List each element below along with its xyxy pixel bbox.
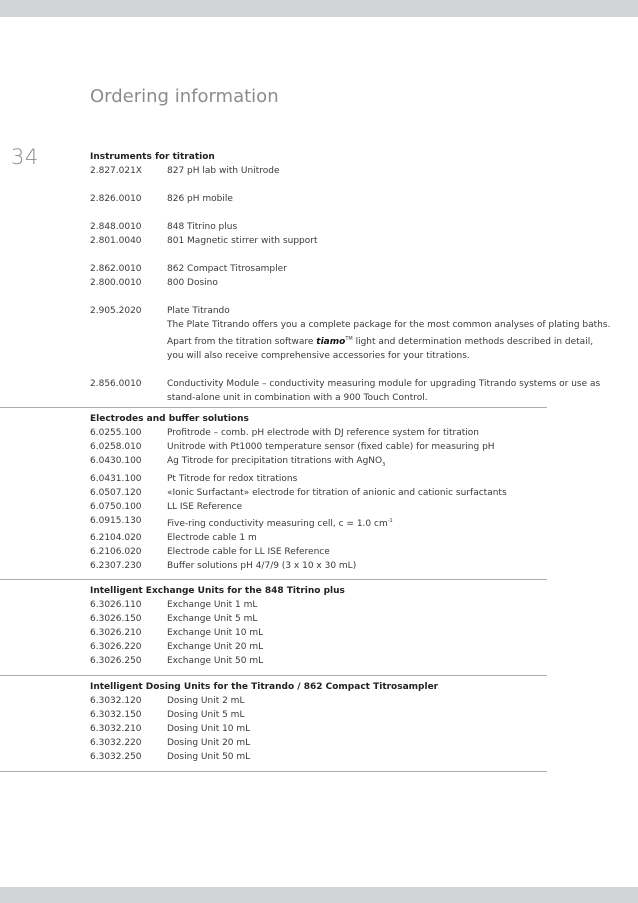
desc-line: you will also receive comprehensive accessories for your titrations.: [167, 351, 470, 361]
section-instruments: [90, 151, 611, 408]
list-item: [90, 164, 546, 178]
item-code: 6.3026.210: [90, 628, 142, 638]
item-code: 6.3032.250: [90, 752, 142, 762]
item-code: 6.3026.150: [90, 614, 142, 624]
item-code: 6.3032.120: [90, 696, 142, 706]
list-item: [90, 192, 546, 206]
item-code: 6.3026.110: [90, 600, 142, 610]
item-code: 2.826.0010: [90, 194, 142, 204]
item-desc: Pt Titrode for redox titrations: [167, 473, 298, 484]
list-item: [90, 486, 546, 500]
item-desc: [167, 377, 600, 405]
section-divider: [0, 675, 547, 676]
list-item: [90, 454, 546, 472]
item-desc: 848 Titrino plus: [167, 222, 238, 232]
list-item: [90, 514, 546, 531]
item-code: 6.2106.020: [90, 546, 142, 557]
item-desc: Buffer solutions pH 4/7/9 (3 x 10 x 30 mL): [167, 560, 357, 571]
item-desc: Exchange Unit 20 mL: [167, 642, 264, 652]
section-divider: [0, 407, 547, 408]
item-desc: Exchange Unit 10 mL: [167, 628, 264, 638]
list-item: [90, 426, 546, 440]
desc-line: The Plate Titrando offers you a complete package for the most common analyses of plating baths.: [167, 320, 611, 330]
list-item: [90, 598, 546, 612]
list-item: [90, 694, 546, 708]
list-item: [90, 708, 546, 722]
section-exchange-units: [90, 585, 546, 676]
item-desc: Electrode cable 1 m: [167, 532, 257, 543]
list-item: [90, 559, 546, 573]
item-code: 6.3032.210: [90, 724, 142, 734]
tiamo-brand: tiamo: [316, 337, 346, 347]
list-item: [90, 220, 546, 234]
list-item: [90, 304, 611, 363]
item-code: 6.2104.020: [90, 532, 142, 543]
list-item: [90, 262, 546, 276]
list-item: [90, 531, 546, 545]
item-desc: 800 Dosino: [167, 278, 218, 288]
desc-line: stand-alone unit in combination with a 900 Touch Control.: [167, 393, 428, 403]
item-desc: Exchange Unit 50 mL: [167, 656, 264, 666]
page-title: Ordering information: [90, 86, 279, 107]
list-item: [90, 500, 546, 514]
ordering-sections: [90, 151, 611, 772]
list-item: [90, 654, 546, 668]
item-desc: 827 pH lab with Unitrode: [167, 166, 280, 176]
item-code: 2.827.021X: [90, 166, 142, 176]
section-electrodes: [90, 413, 546, 580]
item-desc: LL ISE Reference: [167, 501, 243, 512]
desc-line: Conductivity Module – conductivity measuring module for upgrading Titrando systems or use as: [167, 379, 601, 389]
bottom-bar: [0, 887, 638, 903]
item-desc: [167, 514, 546, 531]
desc-text: Five-ring conductivity measuring cell, c = 1.0 cm: [167, 518, 388, 529]
item-code: 6.0255.100: [90, 428, 142, 438]
desc-text: Apart from the titration software: [167, 337, 317, 347]
item-code: 2.848.0010: [90, 222, 142, 232]
section-divider: [0, 579, 547, 580]
item-desc: Profitrode – comb. pH electrode with DJ reference system for titration: [167, 428, 480, 438]
item-code: 2.862.0010: [90, 264, 142, 274]
superscript: -1: [387, 517, 393, 524]
item-code: 6.0507.120: [90, 487, 142, 498]
item-code: 6.3032.220: [90, 738, 142, 748]
item-code: 6.0258.010: [90, 442, 142, 452]
item-desc: Dosing Unit 2 mL: [167, 696, 245, 706]
item-desc: 826 pH mobile: [167, 194, 233, 204]
item-code: 6.0430.100: [90, 456, 142, 466]
section-divider: [0, 771, 547, 772]
item-desc: Unitrode with Pt1000 temperature sensor (fixed cable) for measuring pH: [167, 442, 495, 452]
page-number: 34: [11, 145, 39, 169]
section-dosing-units: [90, 681, 546, 772]
list-item: [90, 440, 546, 454]
desc-line: [167, 332, 610, 349]
section-heading: Intelligent Dosing Units for the Titrando / 862 Compact Titrosampler: [90, 682, 439, 692]
item-desc: Exchange Unit 5 mL: [167, 614, 258, 624]
item-desc: Dosing Unit 50 mL: [167, 752, 251, 762]
item-code: 6.2307.230: [90, 560, 142, 571]
item-desc: 862 Compact Titrosampler: [167, 264, 287, 274]
item-desc: Dosing Unit 5 mL: [167, 710, 245, 720]
desc-text: light and determination methods described in detail,: [352, 337, 594, 347]
section-heading: Electrodes and buffer solutions: [90, 414, 249, 424]
list-item: [90, 750, 546, 764]
item-code: 6.3032.150: [90, 710, 142, 720]
item-code: 2.801.0040: [90, 236, 142, 246]
item-desc: [167, 304, 610, 363]
item-desc: Electrode cable for LL ISE Reference: [167, 546, 330, 557]
item-code: 6.3026.220: [90, 642, 142, 652]
item-desc: [167, 454, 546, 472]
trademark-mark: TM: [345, 336, 353, 342]
item-code: 6.0431.100: [90, 473, 142, 484]
list-item: [90, 626, 546, 640]
list-item: [90, 612, 546, 626]
list-item: [90, 640, 546, 654]
item-code: 2.856.0010: [90, 379, 142, 389]
item-code: 2.905.2020: [90, 306, 142, 316]
item-desc: Dosing Unit 10 mL: [167, 724, 251, 734]
item-code: 6.0915.130: [90, 515, 142, 526]
item-code: 6.0750.100: [90, 501, 142, 512]
item-desc: Dosing Unit 20 mL: [167, 738, 251, 748]
list-item: [90, 234, 546, 248]
list-item: [90, 472, 546, 486]
item-desc: 801 Magnetic stirrer with support: [167, 236, 318, 246]
list-item: [90, 377, 601, 405]
item-desc: «Ionic Surfactant» electrode for titration of anionic and cationic surfactants: [167, 487, 507, 498]
item-desc: Exchange Unit 1 mL: [167, 600, 258, 610]
list-item: [90, 722, 546, 736]
list-item: [90, 736, 546, 750]
section-heading: Intelligent Exchange Units for the 848 Titrino plus: [90, 586, 345, 596]
desc-text: Ag Titrode for precipitation titrations with AgNO: [167, 456, 383, 466]
list-item: [90, 276, 546, 290]
item-code: 6.3026.250: [90, 656, 142, 666]
desc-line: Plate Titrando: [167, 306, 230, 316]
list-item: [90, 545, 546, 559]
section-heading: Instruments for titration: [90, 152, 215, 162]
item-code: 2.800.0010: [90, 278, 142, 288]
subscript: 3: [382, 461, 386, 468]
top-bar: [0, 0, 638, 17]
